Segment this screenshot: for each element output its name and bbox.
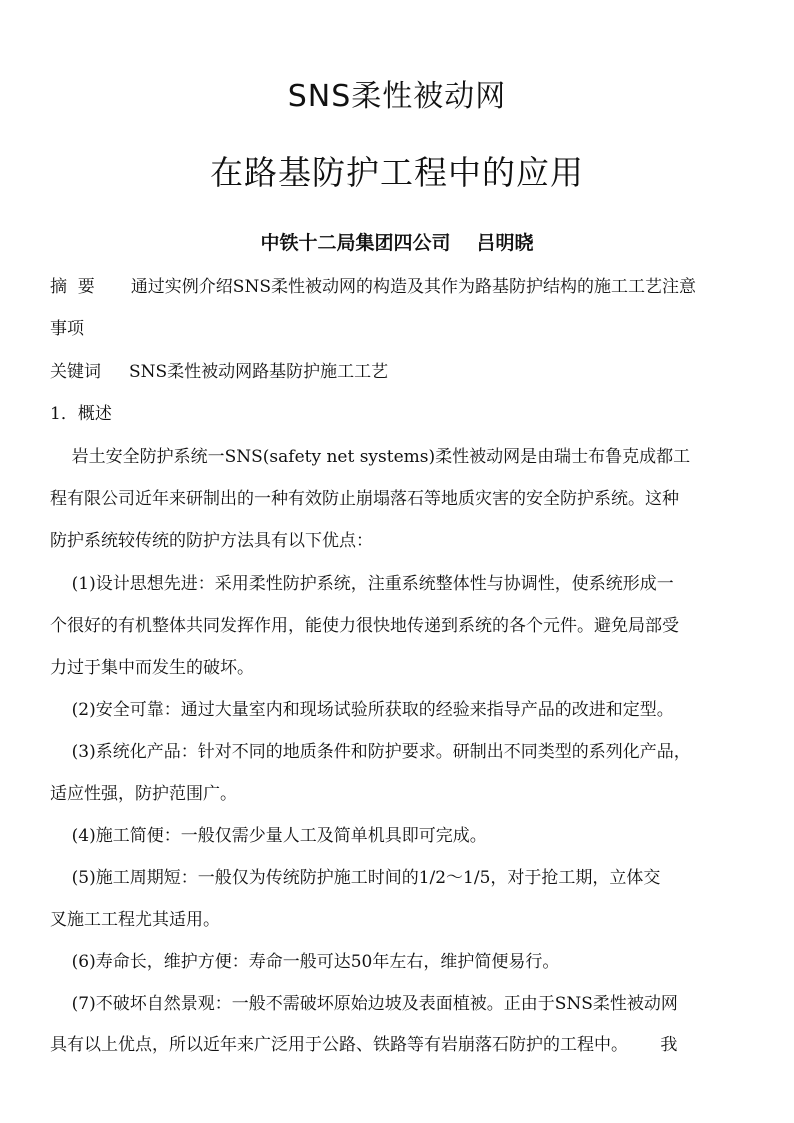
abstract-line-2: 事项 xyxy=(50,319,84,339)
section-heading: 1．概述 xyxy=(50,404,112,424)
body-line: (2)安全可靠：通过大量室内和现场试验所获取的经验来指导产品的改进和定型。 xyxy=(50,700,674,720)
keywords-value: SNS柔性被动网路基防护施工工艺 xyxy=(129,362,389,382)
body-line: 适应性强，防护范围广。 xyxy=(50,784,237,804)
body-line: (1)设计思想先进：采用柔性防护系统，注重系统整体性与协调性，使系统形成一 xyxy=(50,574,674,594)
body-line: 程有限公司近年来研制出的一种有效防止崩塌落石等地质灾害的安全防护系统。这种 xyxy=(50,489,679,509)
keywords-label: 关键词 xyxy=(50,362,101,382)
body-line: (7)不破坏自然景观：一般不需破坏原始边坡及表面植被。正由于SNS柔性被动网 xyxy=(50,994,678,1014)
body-line: 叉施工工程尤其适用。 xyxy=(50,910,220,930)
author-organization: 中铁十二局集团四公司 xyxy=(260,232,451,254)
body-line: 力过于集中而发生的破坏。 xyxy=(50,658,254,678)
keywords-line xyxy=(50,359,750,385)
body-line: 具有以上优点，所以近年来广泛用于公路、铁路等有岩崩落石防护的工程中。 我 xyxy=(50,1035,678,1055)
abstract-text: 通过实例介绍SNS柔性被动网的构造及其作为路基防护结构的施工工艺注意 xyxy=(130,277,696,297)
body-line: (4)施工简便：一般仅需少量人工及简单机具即可完成。 xyxy=(50,826,487,846)
body-line: (5)施工周期短：一般仅为传统防护施工时间的1/2～1/5，对于抢工期，立体交 xyxy=(50,868,661,888)
author-line xyxy=(0,228,794,258)
abstract-label: 摘 要 xyxy=(50,277,95,297)
abstract-line-1 xyxy=(50,274,750,300)
body-line: (3)系统化产品：针对不同的地质条件和防护要求。研制出不同类型的系列化产品， xyxy=(50,742,691,762)
body-line: 个很好的有机整体共同发挥作用，能使力很快地传递到系统的各个元件。避免局部受 xyxy=(50,616,679,636)
body-line: (6)寿命长，维护方便：寿命一般可达50年左右，维护简便易行。 xyxy=(50,952,560,972)
body-line: 岩土安全防护系统一SNS(safety net systems)柔性被动网是由瑞士布鲁克成都工 xyxy=(50,447,691,467)
author-name: 吕明晓 xyxy=(476,232,534,254)
document-title-line1: SNS柔性被动网 xyxy=(287,79,507,114)
body-line: 防护系统较传统的防护方法具有以下优点： xyxy=(50,531,373,551)
document-title-line2: 在路基防护工程中的应用 xyxy=(210,153,584,192)
